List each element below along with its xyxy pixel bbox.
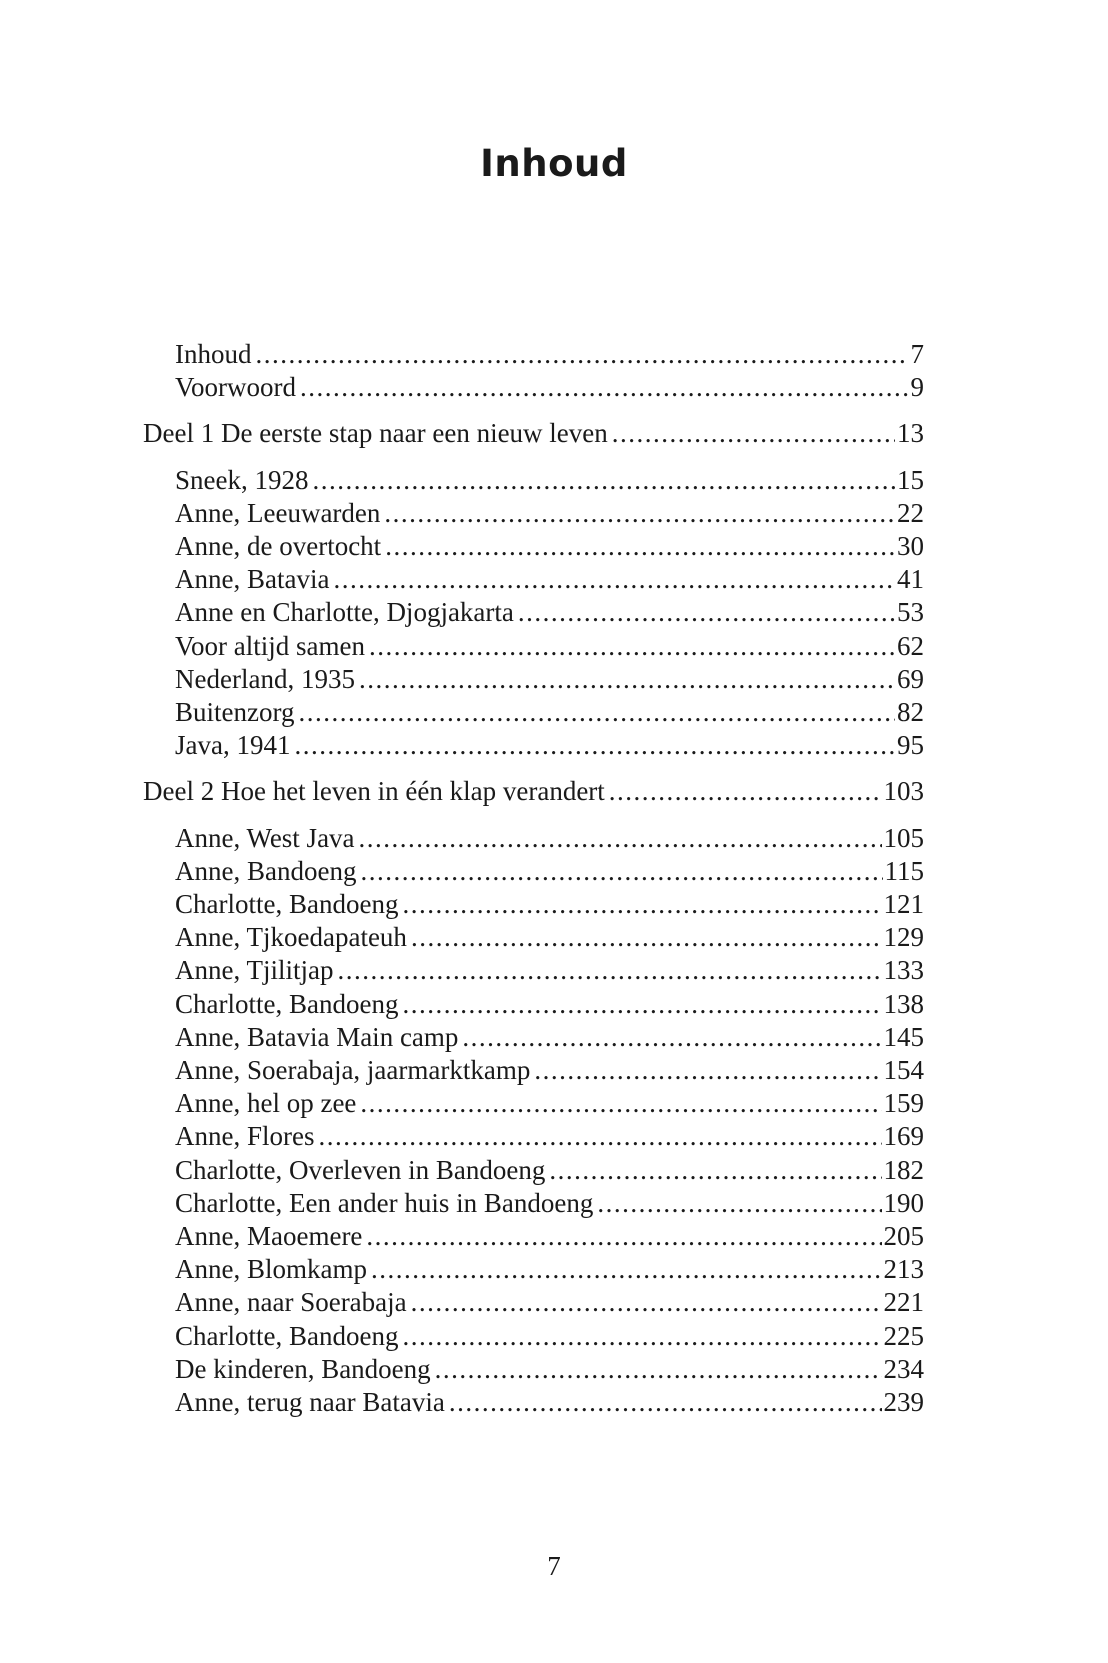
toc-entry xyxy=(175,630,924,663)
toc-dot-leader xyxy=(384,497,895,530)
toc-entry xyxy=(175,530,924,563)
toc-entry xyxy=(175,1253,924,1286)
toc-entry-page: 182 xyxy=(883,1154,924,1185)
toc-entry-page: 103 xyxy=(883,776,924,807)
toc-entry-title: Voor altijd samen xyxy=(175,630,365,661)
toc-entry xyxy=(175,1286,924,1319)
toc-dot-leader xyxy=(402,988,881,1021)
toc-entry xyxy=(175,497,924,530)
toc-entry-title: Anne, naar Soerabaja xyxy=(175,1287,407,1318)
toc-entry-title: Sneek, 1928 xyxy=(175,464,309,495)
toc-entry-title: Charlotte, Een ander huis in Bandoeng xyxy=(175,1187,594,1218)
toc-entry-page: 129 xyxy=(883,922,924,953)
toc-entry-page: 115 xyxy=(884,855,924,886)
toc-entry-title: De kinderen, Bandoeng xyxy=(175,1353,431,1384)
toc-entry-page: 121 xyxy=(883,889,924,919)
toc-entry-page: 133 xyxy=(883,955,924,986)
toc-entry-page: 138 xyxy=(883,988,924,1019)
toc-entry-page: 205 xyxy=(883,1221,924,1251)
toc-dot-leader xyxy=(518,596,895,629)
toc-dot-leader xyxy=(294,729,895,762)
toc-entry-title: Anne, Batavia xyxy=(175,564,330,595)
toc-dot-leader xyxy=(411,1286,882,1319)
toc-entry xyxy=(175,1187,924,1220)
toc-dot-leader xyxy=(462,1021,881,1054)
toc-entry xyxy=(175,822,924,855)
toc-dot-leader xyxy=(609,775,882,808)
toc-entry-page: 22 xyxy=(897,497,924,528)
toc-entry-title: Deel 1 De eerste stap naar een nieuw leven xyxy=(143,418,608,449)
toc-entry xyxy=(175,1054,924,1087)
toc-dot-leader xyxy=(298,696,895,729)
toc-entry-page: 225 xyxy=(883,1320,924,1351)
toc-entry-page: 159 xyxy=(883,1088,924,1119)
toc-entry-page: 234 xyxy=(883,1353,924,1384)
toc-entry-page: 105 xyxy=(883,822,924,853)
toc-entry-page: 15 xyxy=(897,464,924,495)
toc-entry-page: 53 xyxy=(897,597,924,628)
toc-entry-title: Charlotte, Bandoeng xyxy=(175,1320,399,1351)
toc-dot-leader xyxy=(312,464,895,497)
toc-entry xyxy=(175,1353,924,1386)
toc-dot-leader xyxy=(366,1220,881,1253)
toc-dot-leader xyxy=(411,921,882,954)
page-title: Inhoud xyxy=(480,142,628,185)
toc-entry-page: 9 xyxy=(910,372,924,403)
toc-dot-leader xyxy=(435,1353,882,1386)
toc-entry-title: Anne, Blomkamp xyxy=(175,1254,367,1285)
toc-entry-title: Anne en Charlotte, Djogjakarta xyxy=(175,597,514,628)
toc-dot-leader xyxy=(402,888,881,921)
toc-dot-leader xyxy=(385,530,895,563)
toc-entry xyxy=(175,371,924,404)
toc-entry-title: Anne, Maoemere xyxy=(175,1221,363,1251)
toc-part-heading xyxy=(143,775,924,808)
toc-entry-title: Anne, Tjilitjap xyxy=(175,955,334,986)
toc-dot-leader xyxy=(371,1253,882,1286)
toc-entry xyxy=(175,1087,924,1120)
toc-dot-leader xyxy=(337,954,881,987)
toc-entry-page: 95 xyxy=(897,730,924,761)
toc-entry-page: 190 xyxy=(883,1187,924,1218)
toc-entry-title: Anne, Flores xyxy=(175,1121,315,1152)
toc-entry-title: Charlotte, Bandoeng xyxy=(175,889,399,919)
toc-entry-page: 221 xyxy=(883,1287,924,1318)
toc-entry-title: Charlotte, Bandoeng xyxy=(175,988,399,1019)
toc-entry-page: 62 xyxy=(897,630,924,661)
toc-entry-title: Anne, de overtocht xyxy=(175,531,382,561)
toc-dot-leader xyxy=(449,1386,882,1419)
toc-entry-title: Buitenzorg xyxy=(175,697,295,727)
toc-entry xyxy=(175,338,924,371)
toc-entry-page: 13 xyxy=(897,418,924,449)
toc-entry xyxy=(175,1120,924,1153)
toc-dot-leader xyxy=(360,855,882,888)
toc-dot-leader xyxy=(333,563,895,596)
toc-entry-title: Voorwoord xyxy=(175,372,296,403)
toc-entry xyxy=(175,563,924,596)
toc-entry xyxy=(175,663,924,696)
toc-entry xyxy=(175,1386,924,1419)
toc-entry xyxy=(175,855,924,888)
toc-part-heading xyxy=(143,417,924,450)
toc-dot-leader xyxy=(549,1154,881,1187)
toc-entry xyxy=(175,596,924,629)
toc-dot-leader xyxy=(300,371,909,404)
toc-entry-title: Anne, Tjkoedapateuh xyxy=(175,922,407,953)
toc-entry-title: Deel 2 Hoe het leven in één klap verandert xyxy=(143,776,605,807)
toc-entry xyxy=(175,729,924,762)
page-number: 7 xyxy=(547,1551,561,1581)
toc-dot-leader xyxy=(369,630,895,663)
toc-entry xyxy=(175,1021,924,1054)
toc-entry xyxy=(175,696,924,729)
toc-entry xyxy=(175,464,924,497)
toc-entry xyxy=(175,954,924,987)
toc-entry-page: 145 xyxy=(883,1021,924,1052)
toc-entry-page: 213 xyxy=(883,1254,924,1285)
toc-entry-title: Anne, hel op zee xyxy=(175,1088,357,1119)
toc-entry-page: 82 xyxy=(897,697,924,727)
toc-entry xyxy=(175,921,924,954)
toc-entry-title: Java, 1941 xyxy=(175,730,291,761)
toc-entry-page: 7 xyxy=(910,339,924,369)
toc-entry xyxy=(175,1154,924,1187)
toc-entry-page: 41 xyxy=(897,564,924,595)
toc-entry-title: Nederland, 1935 xyxy=(175,663,355,694)
toc-dot-leader xyxy=(359,822,882,855)
toc-entry-page: 169 xyxy=(883,1121,924,1152)
toc-entry-title: Anne, Soerabaja, jaarmarktkamp xyxy=(175,1055,531,1085)
toc-entry-page: 30 xyxy=(897,531,924,561)
toc-entry-title: Anne, Batavia Main camp xyxy=(175,1021,459,1052)
toc-entry xyxy=(175,1320,924,1353)
toc-dot-leader xyxy=(597,1187,881,1220)
toc-entry-title: Charlotte, Overleven in Bandoeng xyxy=(175,1154,546,1185)
toc-entry-title: Anne, West Java xyxy=(175,822,355,853)
toc-dot-leader xyxy=(534,1054,881,1087)
toc-entry xyxy=(175,988,924,1021)
toc-dot-leader xyxy=(359,663,895,696)
toc-dot-leader xyxy=(612,417,895,450)
toc-dot-leader xyxy=(256,338,909,371)
toc-dot-leader xyxy=(402,1320,881,1353)
toc-dot-leader xyxy=(360,1087,881,1120)
toc-dot-leader xyxy=(318,1120,881,1153)
toc-entry-page: 154 xyxy=(883,1055,924,1085)
toc-entry-title: Anne, Bandoeng xyxy=(175,855,357,886)
toc-entry-title: Inhoud xyxy=(175,339,252,369)
toc-entry-title: Anne, Leeuwarden xyxy=(175,497,381,528)
toc-entry-title: Anne, terug naar Batavia xyxy=(175,1387,445,1417)
toc-entry xyxy=(175,888,924,921)
toc-entry xyxy=(175,1220,924,1253)
toc-entry-page: 69 xyxy=(897,663,924,694)
toc-entry-page: 239 xyxy=(883,1387,924,1417)
